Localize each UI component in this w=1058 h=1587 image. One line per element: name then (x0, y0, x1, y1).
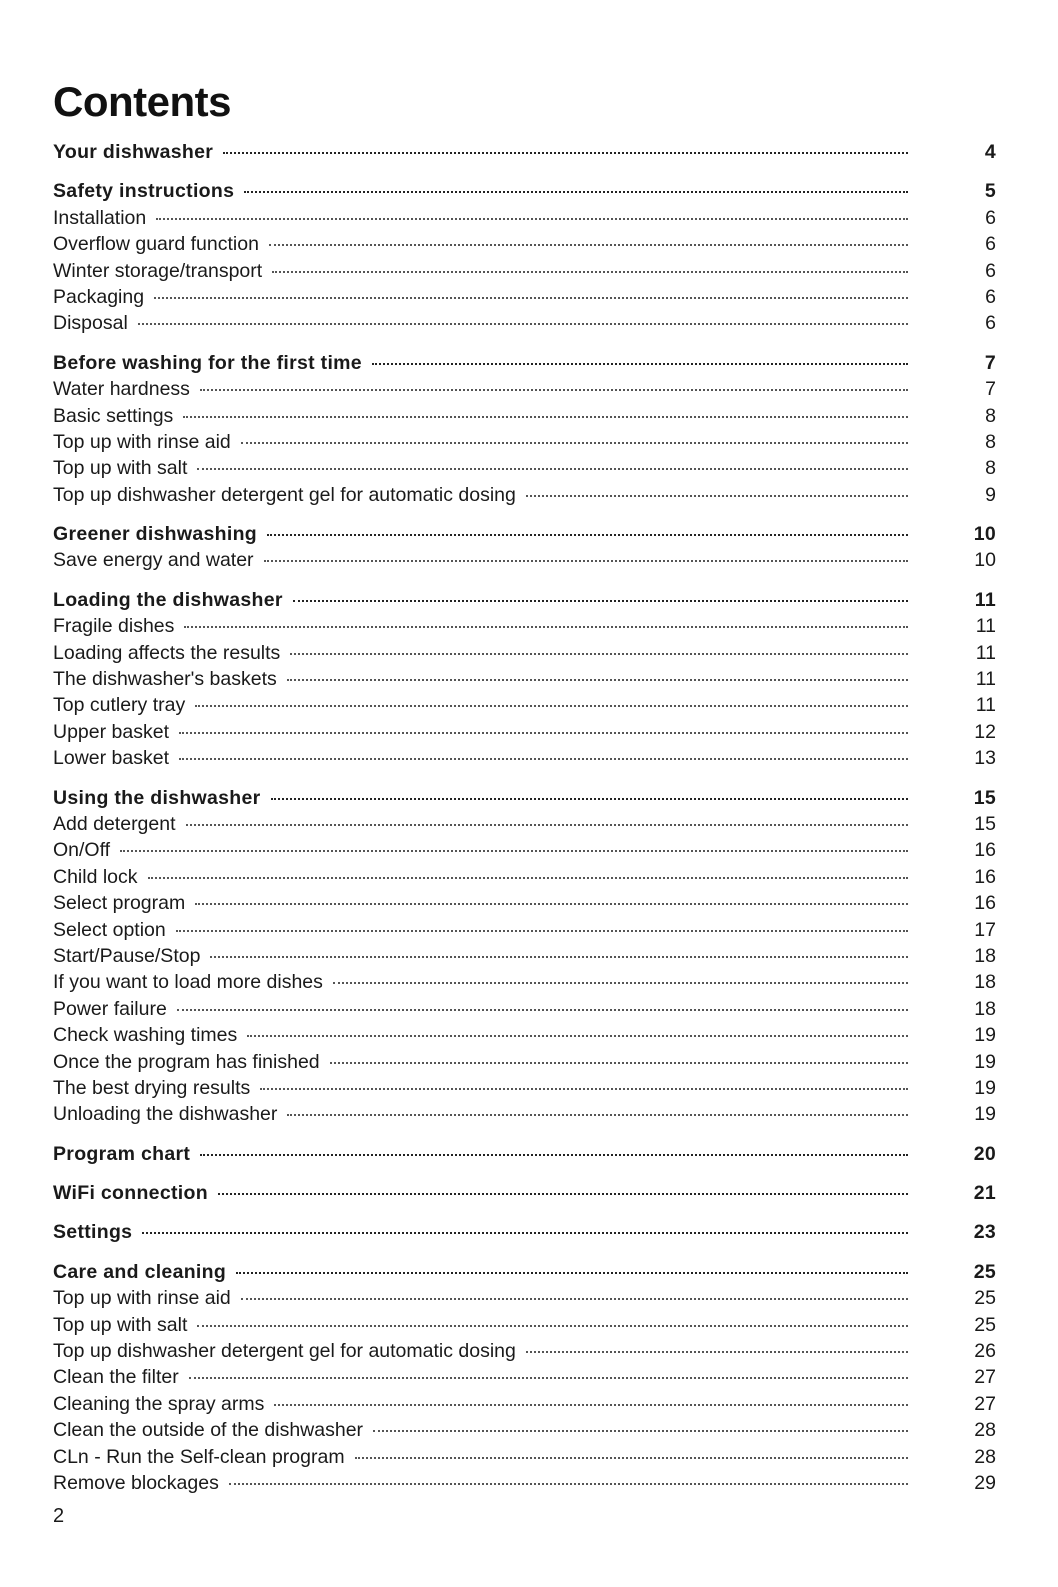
toc-entry[interactable] (53, 890, 996, 916)
toc-entry-label: Top up with rinse aid (53, 430, 231, 453)
toc-entry-page: 23 (973, 1221, 996, 1244)
dot-leader (200, 389, 908, 391)
toc-entry-label: Top up with salt (53, 457, 188, 480)
dot-leader (176, 930, 908, 932)
dot-leader (142, 1232, 908, 1234)
dot-leader (526, 1351, 908, 1353)
toc-section-heading[interactable] (53, 139, 996, 165)
toc-entry[interactable] (53, 745, 996, 771)
toc-entry-page: 27 (974, 1366, 996, 1389)
dot-leader (189, 1377, 908, 1379)
toc-entry-label: Basic settings (53, 404, 174, 427)
toc-entry[interactable] (53, 547, 996, 573)
toc-entry[interactable] (53, 1364, 996, 1390)
toc-entry-page: 5 (984, 180, 996, 203)
toc-entry-label: Winter storage/transport (53, 259, 263, 282)
dot-leader (195, 705, 908, 707)
dot-leader (241, 442, 908, 444)
dot-leader (526, 495, 908, 497)
toc-entry-label: Clean the filter (53, 1366, 179, 1389)
dot-leader (210, 956, 908, 958)
toc-entry[interactable] (53, 1338, 996, 1364)
dot-leader (287, 679, 908, 681)
toc-entry-page: 18 (974, 944, 996, 967)
dot-leader (272, 271, 908, 273)
toc-entry-label: Add detergent (53, 812, 176, 835)
toc-entry-page: 18 (974, 997, 996, 1020)
toc-entry-page: 11 (974, 588, 996, 611)
table-of-contents (53, 139, 996, 1496)
toc-entry-page: 21 (973, 1182, 996, 1205)
dot-leader (373, 1430, 908, 1432)
toc-entry[interactable] (53, 864, 996, 890)
dot-leader (244, 191, 908, 193)
toc-entry-page: 7 (985, 378, 996, 401)
toc-entry-page: 27 (974, 1392, 996, 1415)
toc-entry-label: Unloading the dishwasher (53, 1103, 278, 1126)
toc-entry-label: Top up dishwasher detergent gel for automatic dosing (53, 1340, 516, 1363)
toc-entry-label: Before washing for the first time (53, 351, 362, 374)
toc-entry[interactable] (53, 640, 996, 666)
dot-leader (330, 1062, 908, 1064)
toc-entry-label: Once the program has finished (53, 1050, 320, 1073)
toc-entry-page: 9 (985, 483, 996, 506)
toc-entry-page: 19 (974, 1103, 996, 1126)
toc-entry[interactable] (53, 1022, 996, 1048)
dot-leader (290, 653, 908, 655)
dot-leader (138, 323, 908, 325)
toc-entry-label: Program chart (53, 1142, 191, 1165)
toc-entry-label: Care and cleaning (53, 1260, 227, 1283)
toc-entry[interactable] (53, 692, 996, 718)
toc-entry-page: 11 (975, 668, 996, 691)
toc-entry-page: 6 (985, 206, 996, 229)
toc-entry[interactable] (53, 231, 996, 257)
dot-leader (293, 600, 908, 602)
toc-entry-label: Save energy and water (53, 549, 254, 572)
toc-section-heading[interactable] (53, 178, 996, 204)
toc-entry[interactable] (53, 943, 996, 969)
toc-entry-label: Cleaning the spray arms (53, 1392, 265, 1415)
dot-leader (218, 1193, 908, 1195)
toc-entry-label: Check washing times (53, 1024, 238, 1047)
toc-entry[interactable] (53, 837, 996, 863)
toc-entry-page: 28 (974, 1445, 996, 1468)
toc-entry-page: 16 (974, 865, 996, 888)
toc-entry-page: 6 (985, 312, 996, 335)
toc-entry[interactable] (53, 1312, 996, 1338)
dot-leader (200, 1154, 908, 1156)
toc-entry-label: Using the dishwasher (53, 786, 261, 809)
toc-entry[interactable] (53, 482, 996, 508)
toc-entry[interactable] (53, 996, 996, 1022)
toc-entry-label: Select option (53, 918, 166, 941)
dot-leader (223, 152, 908, 154)
toc-entry-page: 13 (974, 747, 996, 770)
toc-entry-page: 18 (974, 971, 996, 994)
toc-entry[interactable] (53, 1075, 996, 1101)
toc-entry-page: 16 (974, 839, 996, 862)
dot-leader (179, 732, 908, 734)
toc-entry[interactable] (53, 455, 996, 481)
dot-leader (229, 1483, 908, 1485)
toc-entry-label: Child lock (53, 865, 138, 888)
toc-entry-page: 26 (974, 1340, 996, 1363)
toc-section-heading[interactable] (53, 350, 996, 376)
toc-entry-label: Remove blockages (53, 1471, 219, 1494)
dot-leader (372, 363, 908, 365)
toc-entry-page: 15 (974, 812, 996, 835)
toc-entry-page: 29 (974, 1471, 996, 1494)
toc-entry[interactable] (53, 310, 996, 336)
toc-entry-label: If you want to load more dishes (53, 971, 323, 994)
toc-entry[interactable] (53, 613, 996, 639)
toc-entry-page: 11 (975, 694, 996, 717)
toc-entry-label: Fragile dishes (53, 615, 175, 638)
toc-entry-label: Overflow guard function (53, 233, 259, 256)
toc-entry-label: Select program (53, 892, 186, 915)
toc-entry-label: Top up dishwasher detergent gel for automatic dosing (53, 483, 516, 506)
page-title: Contents (53, 78, 231, 125)
dot-leader (287, 1114, 908, 1116)
dot-leader (197, 468, 908, 470)
toc-entry-page: 8 (985, 430, 996, 453)
dot-leader (247, 1035, 908, 1037)
toc-entry-label: On/Off (53, 839, 111, 862)
toc-entry-page: 7 (984, 351, 996, 374)
dot-leader (183, 416, 908, 418)
toc-entry[interactable] (53, 284, 996, 310)
dot-leader (186, 824, 908, 826)
toc-entry[interactable] (53, 1285, 996, 1311)
toc-section-heading[interactable] (53, 1180, 996, 1206)
toc-entry[interactable] (53, 376, 996, 402)
toc-entry-label: Top cutlery tray (53, 694, 186, 717)
dot-leader (269, 244, 908, 246)
toc-entry[interactable] (53, 666, 996, 692)
toc-entry-page: 8 (985, 404, 996, 427)
toc-entry-label: Your dishwasher (53, 141, 214, 163)
toc-entry-page: 25 (973, 1260, 996, 1283)
toc-entry-label: Safety instructions (53, 180, 235, 203)
toc-entry[interactable] (53, 719, 996, 745)
toc-section-heading[interactable] (53, 521, 996, 547)
dot-leader (271, 798, 908, 800)
toc-entry-page: 15 (973, 786, 996, 809)
toc-entry-page: 6 (985, 233, 996, 256)
toc-entry-page: 17 (974, 918, 996, 941)
footer-page-number: 2 (53, 1505, 65, 1527)
toc-section-heading[interactable] (53, 1219, 996, 1245)
toc-entry-page: 10 (973, 523, 996, 546)
toc-entry[interactable] (53, 969, 996, 995)
toc-entry-label: Installation (53, 206, 147, 229)
toc-entry[interactable] (53, 1417, 996, 1443)
dot-leader (241, 1298, 908, 1300)
toc-entry-label: Packaging (53, 285, 145, 308)
toc-entry-label: WiFi connection (53, 1182, 208, 1205)
toc-entry[interactable] (53, 1444, 996, 1470)
toc-section-heading[interactable] (53, 1141, 996, 1167)
toc-entry-page: 12 (974, 720, 996, 743)
toc-entry[interactable] (53, 811, 996, 837)
dot-leader (184, 626, 908, 628)
dot-leader (156, 218, 908, 220)
toc-entry[interactable] (53, 403, 996, 429)
dot-leader (264, 560, 908, 562)
toc-entry-label: Loading affects the results (53, 641, 281, 664)
toc-entry-page: 11 (975, 615, 996, 638)
toc-entry[interactable] (53, 917, 996, 943)
toc-entry-page: 19 (974, 1050, 996, 1073)
toc-entry-page: 20 (973, 1142, 996, 1165)
toc-entry-label: Settings (53, 1221, 133, 1244)
dot-leader (236, 1272, 908, 1274)
toc-entry-label: Greener dishwashing (53, 523, 258, 546)
toc-entry-page: 11 (975, 641, 996, 664)
dot-leader (179, 758, 908, 760)
dot-leader (260, 1088, 908, 1090)
dot-leader (267, 534, 908, 536)
dot-leader (154, 297, 908, 299)
toc-entry[interactable] (53, 1391, 996, 1417)
dot-leader (197, 1325, 908, 1327)
toc-entry-page: 16 (974, 892, 996, 915)
toc-entry-label: Upper basket (53, 720, 169, 743)
toc-entry-page: 19 (974, 1024, 996, 1047)
dot-leader (195, 903, 908, 905)
toc-entry-label: The best drying results (53, 1076, 251, 1099)
toc-entry-page: 4 (984, 141, 996, 163)
dot-leader (148, 877, 908, 879)
dot-leader (355, 1457, 908, 1459)
toc-entry-page: 28 (974, 1419, 996, 1442)
toc-entry-label: Loading the dishwasher (53, 588, 283, 611)
toc-entry[interactable] (53, 1049, 996, 1075)
toc-entry-page: 10 (974, 549, 996, 572)
dot-leader (333, 982, 908, 984)
toc-entry[interactable] (53, 258, 996, 284)
toc-entry[interactable] (53, 429, 996, 455)
toc-entry-label: Top up with salt (53, 1313, 188, 1336)
dot-leader (274, 1404, 908, 1406)
toc-entry-label: Power failure (53, 997, 167, 1020)
dot-leader (177, 1009, 908, 1011)
toc-entry-label: Start/Pause/Stop (53, 944, 201, 967)
toc-entry-page: 8 (985, 457, 996, 480)
toc-entry-label: Water hardness (53, 378, 190, 401)
toc-section-heading[interactable] (53, 1259, 996, 1285)
toc-entry-label: Top up with rinse aid (53, 1287, 231, 1310)
toc-entry-label: Disposal (53, 312, 128, 335)
toc-entry[interactable] (53, 1470, 996, 1496)
toc-entry[interactable] (53, 205, 996, 231)
toc-entry-page: 19 (974, 1076, 996, 1099)
toc-entry-page: 6 (985, 285, 996, 308)
toc-entry-page: 25 (974, 1287, 996, 1310)
toc-entry-label: Lower basket (53, 747, 169, 770)
dot-leader (120, 850, 908, 852)
toc-entry-page: 6 (985, 259, 996, 282)
toc-entry[interactable] (53, 1101, 996, 1127)
toc-entry-label: Clean the outside of the dishwasher (53, 1419, 364, 1442)
toc-section-heading[interactable] (53, 785, 996, 811)
toc-entry-label: CLn - Run the Self-clean program (53, 1445, 345, 1468)
toc-entry-page: 25 (974, 1313, 996, 1336)
toc-section-heading[interactable] (53, 587, 996, 613)
toc-entry-label: The dishwasher's baskets (53, 668, 277, 691)
